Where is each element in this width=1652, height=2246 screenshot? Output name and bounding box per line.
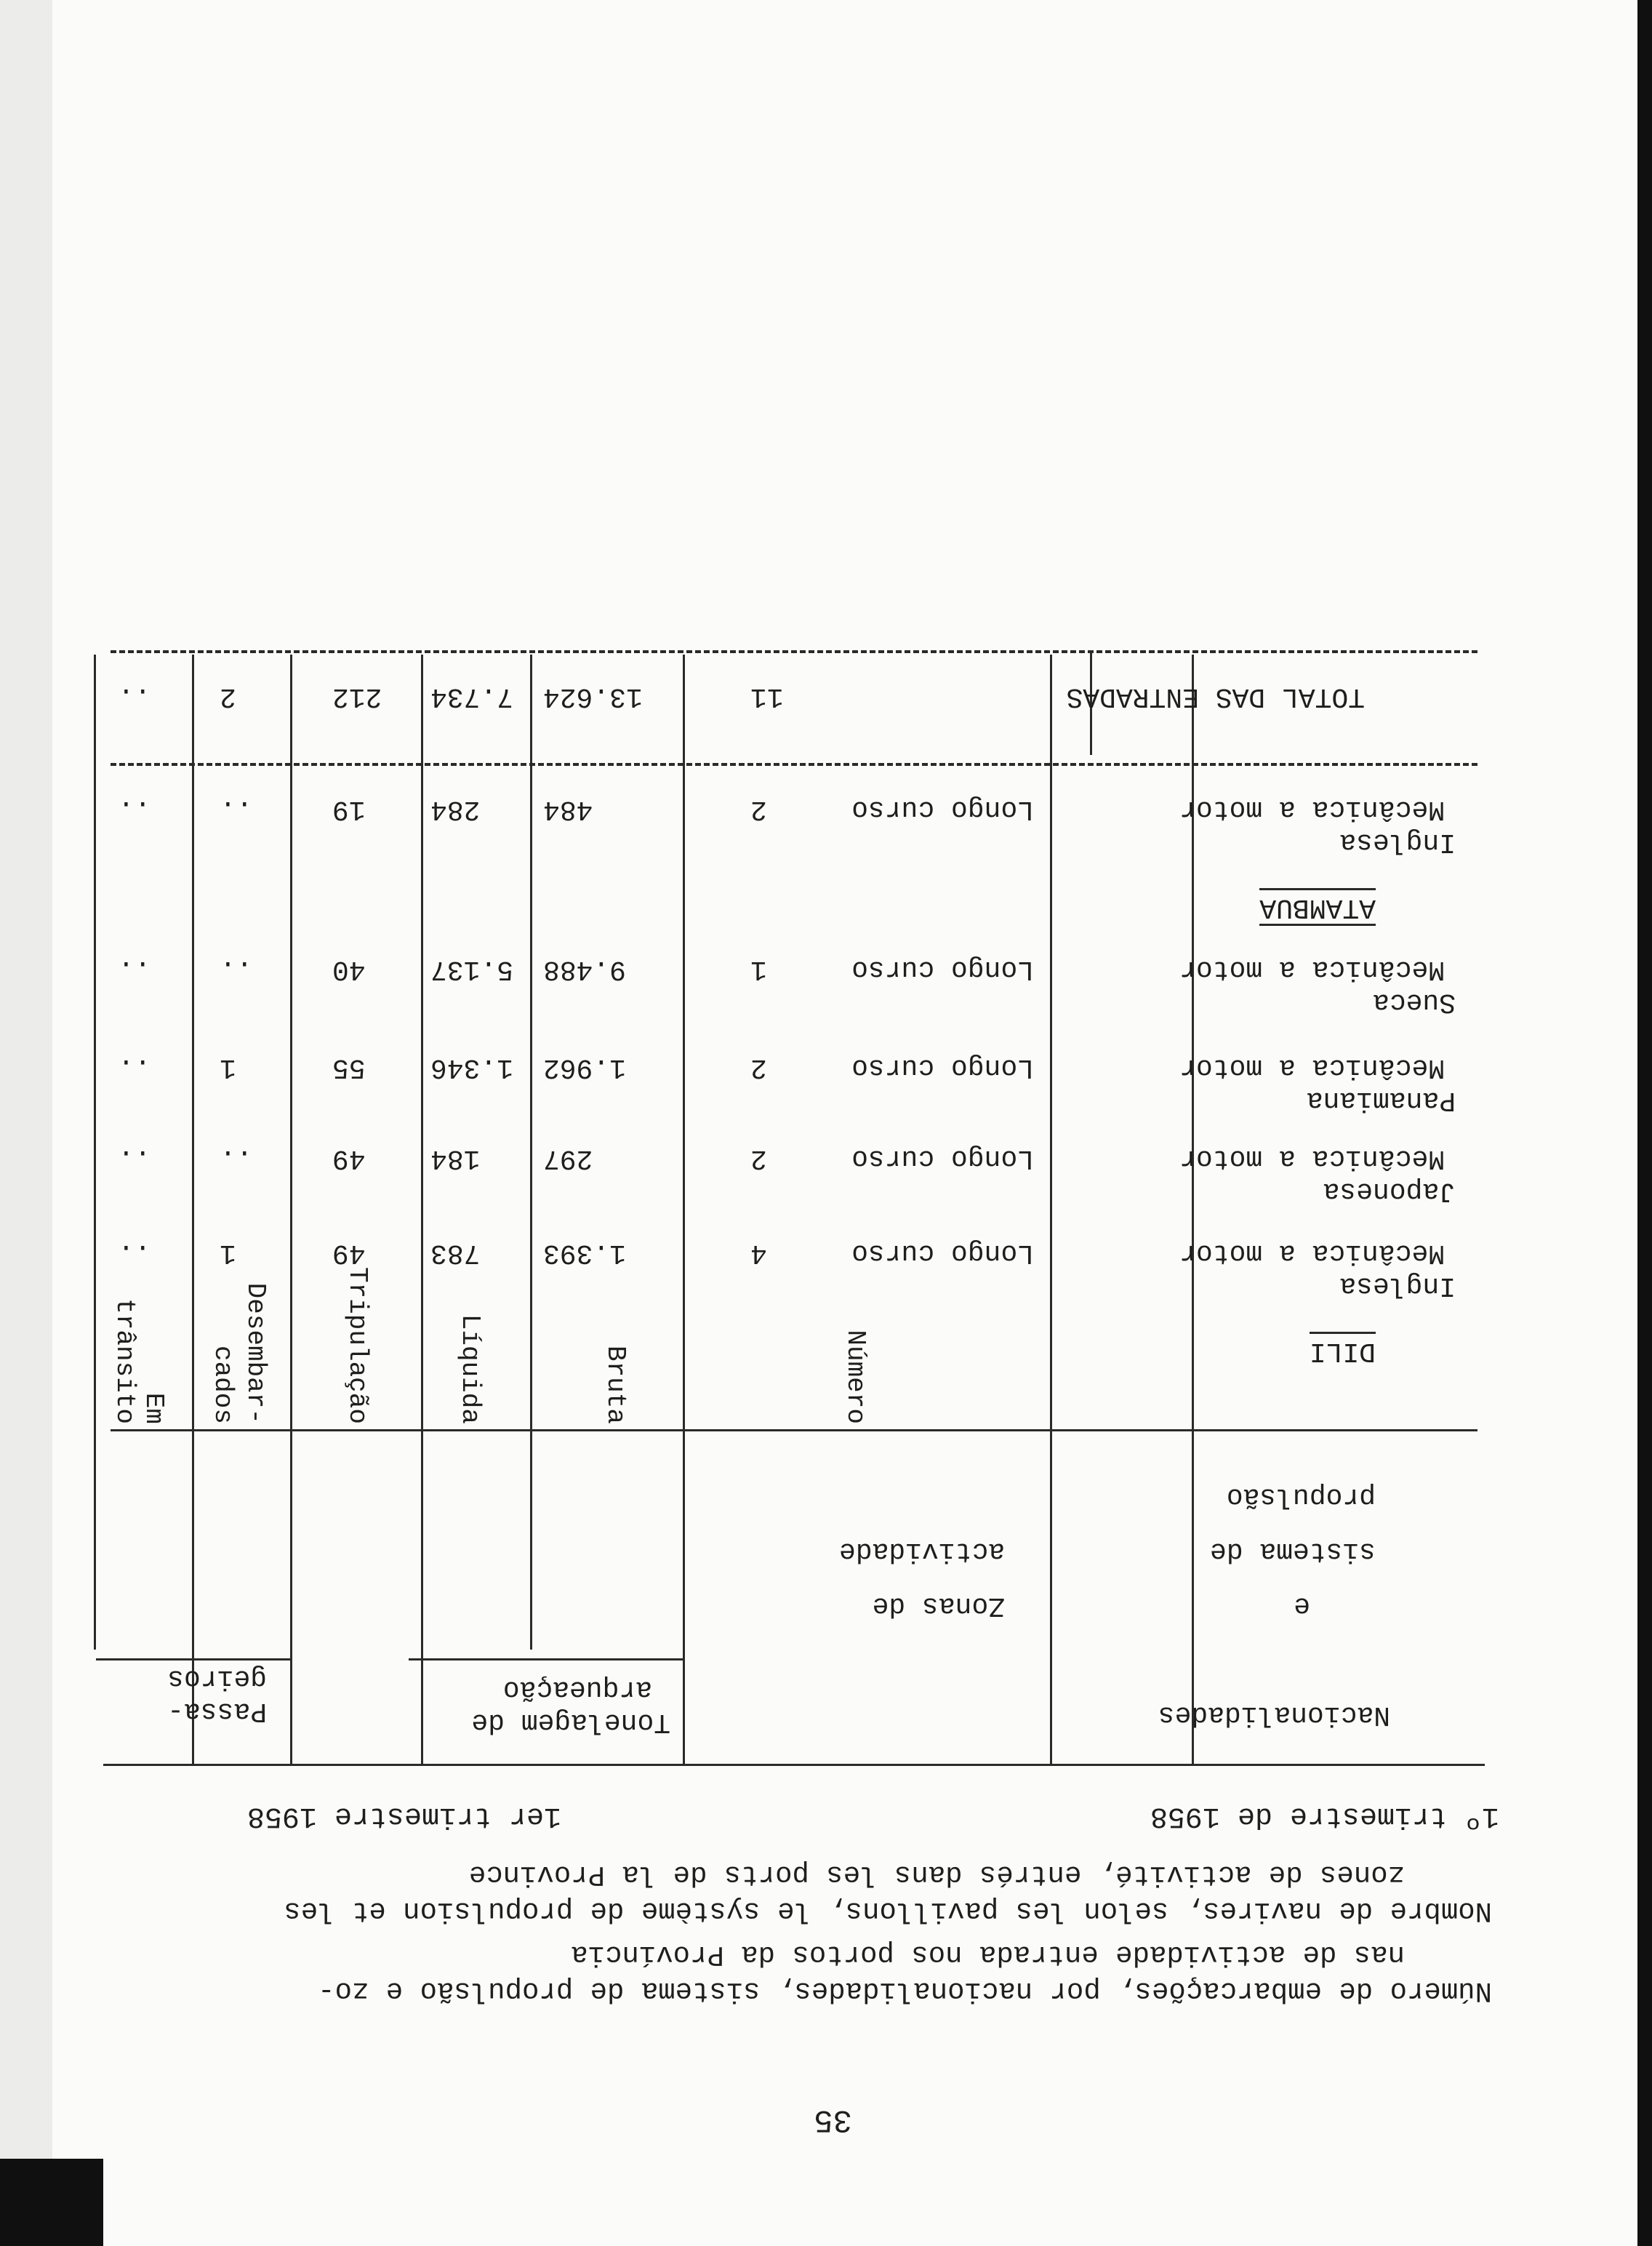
row-propulsion: Mecânica a motor [1179,1052,1445,1083]
row-liquida: 284 [430,794,481,825]
total-desembarcados: 2 [220,681,236,712]
header-em-transito-2: trânsito [110,1298,140,1424]
header-zonas-de: Zonas de [872,1590,1005,1621]
row-bruta: 9.488 [543,954,627,985]
total-tripulacao: 212 [332,681,382,712]
header-tonelagem-2: arqueação [502,1674,652,1705]
header-bruta: Bruta [601,1345,630,1424]
row-numero: 1 [750,954,767,985]
col-divider-2 [1050,655,1052,1766]
row-numero: 2 [750,794,767,825]
row-liquida: 1.346 [430,1052,514,1083]
period-pt: 1º trimestre de 1958 [1150,1799,1499,1832]
row-zone: Longo curso [851,794,1034,825]
row-propulsion: Mecânica a motor [1179,954,1445,985]
title-fr-line2: zones de activité, entrés dans les ports de la Province [468,1858,1405,1890]
header-nacionalidades: Nacionalidades [1158,1699,1390,1730]
row-numero: 2 [750,1052,767,1083]
row-em-transito: .. [118,1143,151,1174]
total-bruta: 13.624 [543,681,643,712]
row-tripulacao: 55 [332,1052,366,1083]
row-bruta: 1.393 [543,1237,627,1268]
header-propulsao: propulsão [1226,1481,1376,1512]
total-label: TOTAL DAS ENTRADAS [1066,681,1365,712]
row-liquida: 5.137 [430,954,514,985]
row-nationality: Inglesa [1339,1270,1456,1301]
page-number: 35 [814,2101,852,2138]
row-tripulacao: 49 [332,1143,366,1174]
col-divider-8 [94,655,96,1650]
title-pt-line1: Número de embarcações, por nacionalidades, sistema de propulsão e zo- [318,1975,1492,2007]
header-liquida: Líquida [455,1314,485,1424]
col-divider-4 [530,655,532,1650]
row-desembarcados: .. [220,1143,253,1174]
row-desembarcados: .. [220,954,253,985]
row-em-transito: .. [118,794,151,825]
section-dili: DILI [1310,1332,1376,1366]
header-actividade: actividade [838,1535,1005,1567]
col-divider-7 [192,655,194,1766]
table-top-rule [103,1764,1485,1766]
row-desembarcados: 1 [220,1052,236,1083]
row-propulsion: Mecânica a motor [1179,794,1445,825]
row-liquida: 783 [430,1237,481,1268]
header-desembarcados-1: Desembar- [241,1282,270,1424]
row-zone: Longo curso [851,954,1034,985]
row-numero: 4 [750,1237,767,1268]
scan-border [1637,0,1652,2246]
row-propulsion: Mecânica a motor [1179,1237,1445,1268]
header-passageiros-1: Passa- [167,1695,267,1727]
row-em-transito: .. [118,1237,151,1268]
row-desembarcados: 1 [220,1237,236,1268]
row-em-transito: .. [118,1052,151,1083]
row-tripulacao: 49 [332,1237,366,1268]
row-nationality: Panamiana [1306,1084,1456,1116]
row-desembarcados: .. [220,794,253,825]
title-fr-line1: Nombre de navires, selon les pavillons, le système de propulsion et les [284,1895,1492,1927]
scan-corner [0,2159,103,2246]
header-tonelagem-1: Tonelagem de [471,1706,670,1738]
row-em-transito: .. [118,954,151,985]
header-tripulacao: Tripulação [342,1266,372,1424]
header-bottom-rule [111,1429,1477,1431]
row-nationality: Inglesa [1339,826,1456,858]
table-bottom-rule [111,650,1477,653]
total-liquida: 7.734 [430,681,514,712]
row-zone: Longo curso [851,1143,1034,1174]
col-divider-5 [421,655,423,1766]
row-propulsion: Mecânica a motor [1179,1143,1445,1174]
row-bruta: 484 [543,794,593,825]
header-desembarcados-2: cados [208,1345,238,1424]
title-pt-line2: nas de actividade entrada nos portos da Província [571,1938,1405,1970]
total-separator [111,763,1477,766]
row-nationality: Japonesa [1323,1175,1456,1207]
row-bruta: 1.962 [543,1052,627,1083]
row-liquida: 184 [430,1143,481,1174]
row-tripulacao: 40 [332,954,366,985]
row-zone: Longo curso [851,1052,1034,1083]
total-numero: 11 [750,681,784,712]
row-tripulacao: 19 [332,794,366,825]
header-sistema-de: sistema de [1209,1535,1376,1567]
header-e: e [1294,1590,1310,1621]
row-bruta: 297 [543,1143,593,1174]
row-zone: Longo curso [851,1237,1034,1268]
row-nationality: Sueca [1372,986,1456,1018]
total-em-transito: .. [118,681,151,712]
section-atambua: ATAMBUA [1259,888,1376,926]
col-divider-3 [683,655,685,1766]
header-passageiros-2: geiros [167,1663,267,1694]
scan-edge-shading [0,0,52,2246]
passageiros-group-rule [96,1658,292,1660]
tonelagem-group-rule [409,1658,685,1660]
row-numero: 2 [750,1143,767,1174]
header-numero: Número [841,1330,870,1424]
header-em-transito-1: Em [139,1392,169,1424]
period-fr: 1er trimestre 1958 [246,1799,561,1832]
col-divider-6 [290,655,292,1766]
